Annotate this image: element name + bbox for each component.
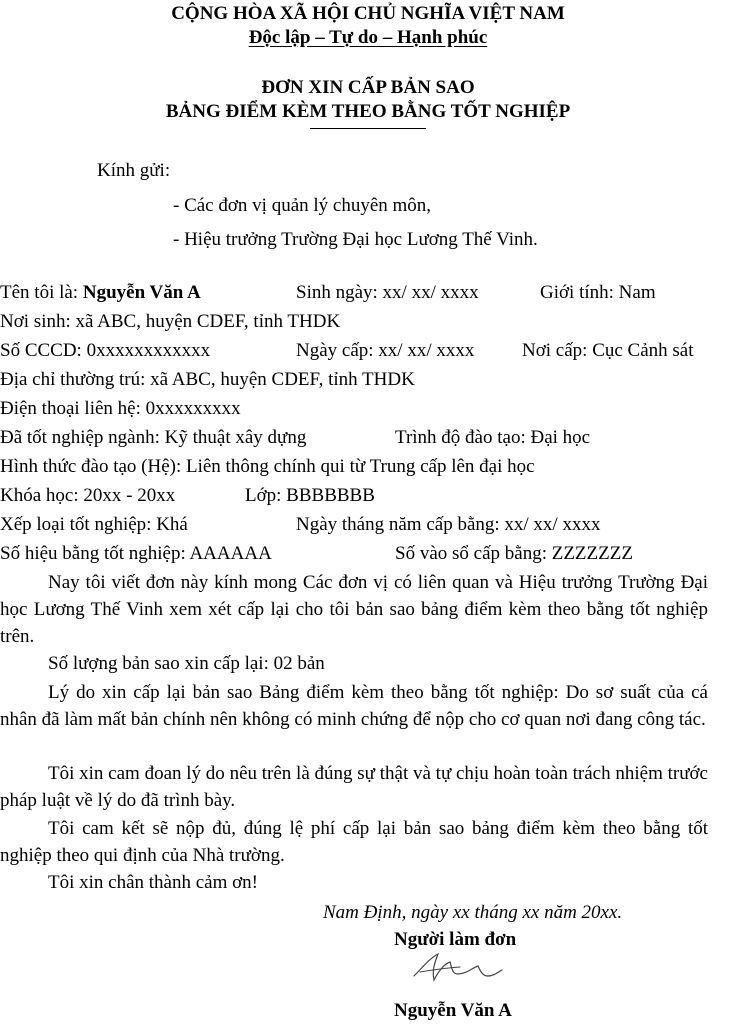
- id-issue-date: Ngày cấp: xx/ xx/ xxxx: [296, 340, 475, 361]
- document-title-line-1: ĐƠN XIN CẤP BẢN SAO: [261, 77, 475, 98]
- request-paragraph: [0, 569, 708, 650]
- motto-text: Độc lập – Tự do – Hạnh phúc: [248, 27, 488, 48]
- place-and-date: Nam Định, ngày xx tháng xx năm 20xx.: [323, 902, 623, 923]
- quantity-paragraph: [0, 650, 708, 677]
- thanks-paragraph: [0, 869, 708, 896]
- recipient-item: - Các đơn vị quản lý chuyên môn,: [173, 195, 432, 216]
- degree-issue-date: Ngày tháng năm cấp bằng: xx/ xx/ xxxx: [296, 514, 601, 535]
- gender: Giới tính: Nam: [540, 282, 656, 303]
- applicant-name: Nguyễn Văn A: [82, 282, 201, 303]
- name-label: Tên tôi là:: [0, 282, 83, 303]
- motto: [0, 26, 736, 50]
- graduated-major: Đã tốt nghiệp ngành: Kỹ thuật xây dựng: [0, 427, 307, 448]
- training-mode: Hình thức đào tạo (Hệ): Liên thông chính qui từ Trung cấp lên đại học: [0, 456, 535, 477]
- signer-name: Nguyễn Văn A: [394, 1000, 512, 1021]
- recipient-item: - Hiệu trưởng Trường Đại học Lương Thế Vinh.: [173, 229, 538, 250]
- fee-paragraph: [0, 815, 708, 869]
- class-name: Lớp: BBBBBBB: [245, 485, 375, 506]
- graduation-classification: Xếp loại tốt nghiệp: Khá: [0, 514, 188, 535]
- reason-text: Lý do xin cấp lại bản sao Bảng điểm kèm theo bằng tốt nghiệp: Do sơ suất của cá nhân đã làm mất bản chính nên không có minh chứng để nộp cho cơ quan nơi đang công tác.: [0, 682, 708, 730]
- birthplace: Nơi sinh: xã ABC, huyện CDEF, tỉnh THDK: [0, 311, 341, 332]
- contact-phone: Điện thoại liên hệ: 0xxxxxxxxx: [0, 398, 241, 419]
- course-years: Khóa học: 20xx - 20xx: [0, 485, 176, 506]
- thanks-text: Tôi xin chân thành cảm ơn!: [48, 872, 259, 893]
- fee-text: Tôi cam kết sẽ nộp đủ, đúng lệ phí cấp lại bản sao bảng điểm kèm theo bằng tốt nghiệp theo qui định của Nhà trường.: [0, 818, 708, 866]
- applicant-name-field: [0, 281, 201, 305]
- date-of-birth: Sinh ngày: xx/ xx/ xxxx: [296, 282, 479, 303]
- pledge-text: Tôi xin cam đoan lý do nêu trên là đúng sự thật và tự chịu hoàn toàn trách nhiệm trước pháp luật về lý do đã trình bày.: [0, 763, 708, 811]
- permanent-address: Địa chỉ thường trú: xã ABC, huyện CDEF, tỉnh THDK: [0, 369, 415, 390]
- training-level: Trình độ đào tạo: Đại học: [395, 427, 591, 448]
- quantity-text: Số lượng bản sao xin cấp lại: 02 bản: [48, 653, 325, 674]
- degree-number: Số hiệu bằng tốt nghiệp: AAAAAA: [0, 543, 272, 564]
- reason-paragraph: [0, 679, 708, 733]
- handwritten-signature: [408, 950, 504, 990]
- pledge-paragraph: [0, 760, 708, 814]
- signer-title: Người làm đơn: [394, 929, 517, 950]
- request-text: Nay tôi viết đơn này kính mong Các đơn vị có liên quan và Hiệu trưởng Trường Đại học Lương Thế Vinh xem xét cấp lại cho tôi bản sao bảng điểm kèm theo bằng tốt nghiệp trên.: [0, 572, 708, 647]
- id-number: Số CCCD: 0xxxxxxxxxxxx: [0, 340, 211, 361]
- salutation: Kính gửi:: [97, 160, 171, 181]
- registry-number: Số vào sổ cấp bằng: ZZZZZZZ: [395, 543, 633, 564]
- id-issue-place: Nơi cấp: Cục Cảnh sát: [522, 340, 694, 361]
- document-title-line-2: BẢNG ĐIỂM KÈM THEO BẰNG TỐT NGHIỆP: [165, 101, 571, 122]
- country-name: CỘNG HÒA XÃ HỘI CHỦ NGHĨA VIỆT NAM: [171, 3, 565, 24]
- title-divider: [310, 128, 426, 129]
